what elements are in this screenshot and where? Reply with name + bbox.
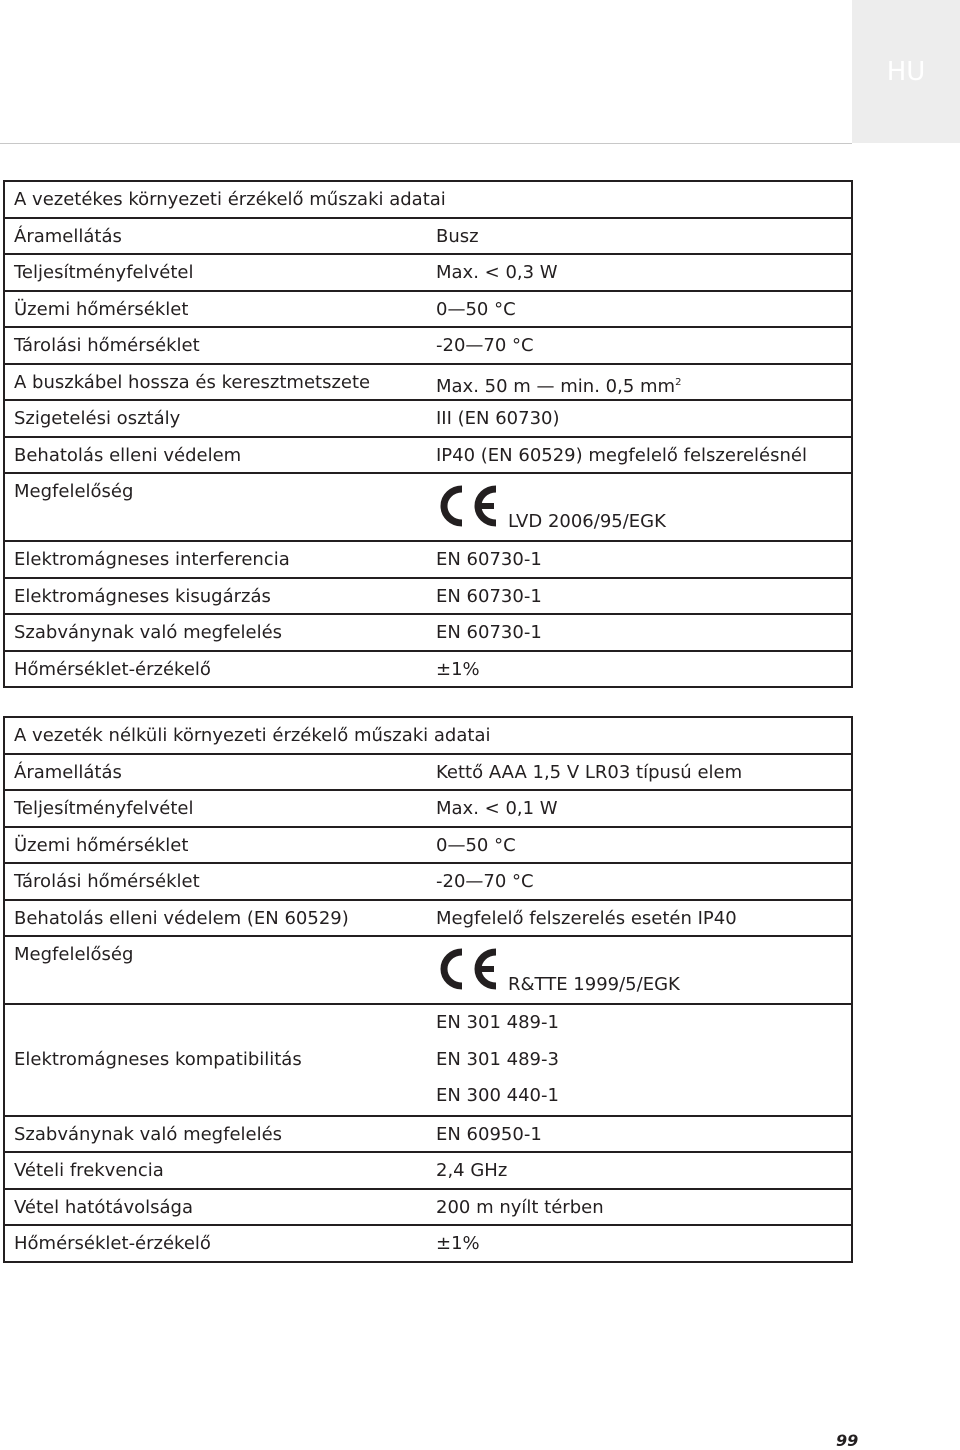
table-row — [4, 327, 852, 364]
conformity-code: R&TTE 1999/5/EGK — [508, 974, 680, 995]
spec-label: Áramellátás — [4, 218, 428, 255]
spec-label: Hőmérséklet-érzékelő — [4, 1225, 428, 1262]
conformity-cell — [428, 936, 852, 1004]
spec-label: Szabványnak való megfelelés — [4, 614, 428, 651]
spec-value: EN 60730-1 — [428, 578, 852, 615]
spec-value: ±1% — [428, 651, 852, 688]
spec-value: 200 m nyílt térben — [428, 1189, 852, 1226]
table-row — [4, 364, 852, 401]
spec-value-text: Max. 50 m — min. 0,5 mm — [436, 375, 676, 397]
spec-label: Megfelelőség — [4, 936, 428, 1004]
spec-value: IP40 (EN 60529) megfelelő felszerelésnél — [428, 437, 852, 474]
ce-mark-icon — [436, 484, 500, 528]
spec-label: Tárolási hőmérséklet — [4, 863, 428, 900]
emc-standard: EN 300 440-1 — [436, 1085, 559, 1106]
table-row — [4, 1004, 852, 1116]
superscript: 2 — [675, 376, 682, 388]
table-row — [4, 400, 852, 437]
table-title: A vezeték nélküli környezeti érzékelő műszaki adatai — [4, 717, 852, 754]
spec-value: 0—50 °C — [428, 827, 852, 864]
table-row — [4, 827, 852, 864]
spec-label: Vétel hatótávolsága — [4, 1189, 428, 1226]
table-row — [4, 1189, 852, 1226]
spec-value: Busz — [428, 218, 852, 255]
spec-value: ±1% — [428, 1225, 852, 1262]
spec-label: Behatolás elleni védelem — [4, 437, 428, 474]
header-divider — [0, 143, 852, 144]
spec-label: A buszkábel hossza és keresztmetszete — [4, 364, 428, 401]
page-number: 99 — [836, 1431, 859, 1450]
language-code: HU — [886, 56, 926, 87]
table-row — [4, 541, 852, 578]
spec-value: EN 60730-1 — [428, 541, 852, 578]
spec-label: Tárolási hőmérséklet — [4, 327, 428, 364]
table-title-row — [4, 717, 852, 754]
table-row — [4, 437, 852, 474]
table-row — [4, 1116, 852, 1153]
spec-value — [428, 364, 852, 401]
spec-label: Szabványnak való megfelelés — [4, 1116, 428, 1153]
emc-standard: EN 301 489-3 — [436, 1048, 559, 1070]
spec-label: Megfelelőség — [4, 473, 428, 541]
spec-value: EN 60950-1 — [428, 1116, 852, 1153]
spec-value: -20—70 °C — [428, 327, 852, 364]
spec-label: Áramellátás — [4, 754, 428, 791]
table-title: A vezetékes környezeti érzékelő műszaki adatai — [4, 181, 852, 218]
table-row — [4, 863, 852, 900]
table-row — [4, 754, 852, 791]
spec-value: EN 60730-1 — [428, 614, 852, 651]
table-row — [4, 218, 852, 255]
spec-label: Hőmérséklet-érzékelő — [4, 651, 428, 688]
spec-value: Max. < 0,3 W — [428, 254, 852, 291]
spec-value: 0—50 °C — [428, 291, 852, 328]
spec-label: Teljesítményfelvétel — [4, 790, 428, 827]
wired-spec-table — [3, 180, 853, 688]
table-row — [4, 1152, 852, 1189]
spec-label: Vételi frekvencia — [4, 1152, 428, 1189]
spec-value: Max. < 0,1 W — [428, 790, 852, 827]
spec-value: Megfelelő felszerelés esetén IP40 — [428, 900, 852, 937]
spec-label: Elektromágneses interferencia — [4, 541, 428, 578]
spec-label: Elektromágneses kompatibilitás — [4, 1004, 428, 1116]
conformity-cell — [428, 473, 852, 541]
emc-standard: EN 301 489-1 — [436, 1012, 559, 1033]
conformity-code: LVD 2006/95/EGK — [508, 511, 666, 532]
spec-value: III (EN 60730) — [428, 400, 852, 437]
table-row — [4, 790, 852, 827]
spec-value — [428, 1004, 852, 1116]
table-row — [4, 651, 852, 688]
table-row — [4, 254, 852, 291]
table-row — [4, 473, 852, 541]
ce-mark-icon — [436, 947, 500, 991]
spec-value: -20—70 °C — [428, 863, 852, 900]
table-row — [4, 291, 852, 328]
spec-label: Behatolás elleni védelem (EN 60529) — [4, 900, 428, 937]
table-row — [4, 936, 852, 1004]
table-row — [4, 900, 852, 937]
wireless-spec-table — [3, 716, 853, 1263]
language-tab — [852, 0, 960, 143]
table-row — [4, 614, 852, 651]
spec-value: Kettő AAA 1,5 V LR03 típusú elem — [428, 754, 852, 791]
spec-value: 2,4 GHz — [428, 1152, 852, 1189]
table-row — [4, 1225, 852, 1262]
table-title-row — [4, 181, 852, 218]
table-row — [4, 578, 852, 615]
spec-label: Szigetelési osztály — [4, 400, 428, 437]
spec-label: Elektromágneses kisugárzás — [4, 578, 428, 615]
spec-label: Üzemi hőmérséklet — [4, 291, 428, 328]
spec-label: Teljesítményfelvétel — [4, 254, 428, 291]
spec-label: Üzemi hőmérséklet — [4, 827, 428, 864]
